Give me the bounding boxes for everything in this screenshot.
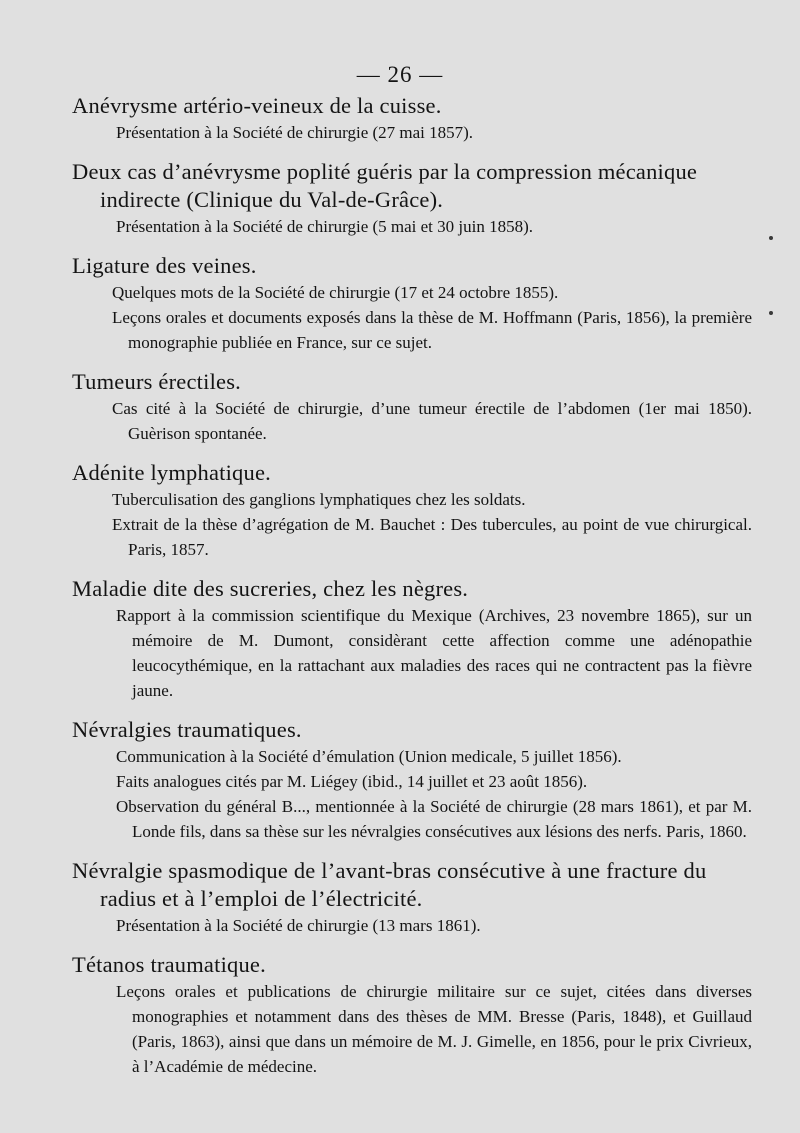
margin-speck	[769, 236, 773, 240]
entry-title: Névralgie spasmodique de l’avant-bras consécutive à une fracture du radius et à l’emploi de l’électricité.	[72, 858, 707, 911]
entry-title: Deux cas d’anévrysme poplité guéris par la compression mécanique indirecte (Clinique du Val-de-Grâce).	[72, 159, 698, 212]
entry-anevrysme-arterio-veineux	[72, 92, 752, 145]
entry-paragraph: Leçons orales et documents exposés dans la thèse de M. Hoffmann (Paris, 1856), la première monographie publiée en France, sur ce sujet.	[112, 308, 752, 352]
entry-title: Tétanos traumatique.	[72, 952, 266, 977]
entry-title: Ligature des veines.	[72, 253, 257, 278]
entry-paragraph: Présentation à la Société de chirurgie (13 mars 1861).	[116, 916, 481, 935]
entry-paragraph: Observation du général B..., mentionnée à la Société de chirurgie (28 mars 1861), et par M. Londe fils, dans sa thèse sur les névralgies consécutives aux lésions des nerfs. Paris, 1860.	[116, 797, 752, 841]
entry-title: Adénite lymphatique.	[72, 460, 271, 485]
entry-paragraph: Tuberculisation des ganglions lymphatiques chez les soldats.	[112, 490, 526, 509]
margin-speck	[769, 311, 773, 315]
entry-tumeurs-erectiles	[72, 368, 752, 446]
entry-paragraph: Faits analogues cités par M. Liégey (ibid., 14 juillet et 23 août 1856).	[116, 772, 588, 791]
entry-adenite-lymphatique	[72, 459, 752, 562]
entry-nevralgie-spasmodique	[72, 857, 752, 938]
entry-maladie-sucreries	[72, 575, 752, 703]
entry-paragraph: Communication à la Société d’émulation (Union medicale, 5 juillet 1856).	[116, 747, 622, 766]
entry-title: Maladie dite des sucreries, chez les nègres.	[72, 576, 469, 601]
entry-tetanos-traumatique	[72, 951, 752, 1079]
entry-paragraph: Présentation à la Société de chirurgie (5 mai et 30 juin 1858).	[116, 217, 534, 236]
entry-title: Névralgies traumatiques.	[72, 717, 302, 742]
entry-paragraph: Présentation à la Société de chirurgie (27 mai 1857).	[116, 123, 474, 142]
entry-anevrysme-poplite	[72, 158, 752, 239]
entry-ligature-veines	[72, 252, 752, 355]
page-number: — 26 —	[356, 62, 444, 87]
entry-paragraph: Leçons orales et publications de chirurgie militaire sur ce sujet, citées dans diverses monographies et notamment dans des thèses de MM. Bresse (Paris, 1848), et Guillaud (Paris, 1863), ainsi que dans un mémoire de M. J. Gimelle, en 1856, pour le prix Civrieux, à l’Académie de médecine.	[116, 982, 752, 1076]
entry-paragraph: Extrait de la thèse d’agrégation de M. Bauchet : Des tubercules, au point de vue chirurgical. Paris, 1857.	[112, 515, 752, 559]
entry-paragraph: Rapport à la commission scientifique du Mexique (Archives, 23 novembre 1865), sur un mémoire de M. Dumont, considèrant cette affection comme une adénopathie leucocythémique, en la rattachant aux maladies des races qui ne contractent pas la fièvre jaune.	[116, 606, 752, 700]
entry-list	[72, 92, 752, 1092]
entry-paragraph: Quelques mots de la Société de chirurgie (17 et 24 octobre 1855).	[112, 283, 559, 302]
entry-paragraph: Cas cité à la Société de chirurgie, d’une tumeur érectile de l’abdomen (1er mai 1850). Guèrison spontanée.	[112, 399, 752, 443]
entry-title: Tumeurs érectiles.	[72, 369, 241, 394]
entry-title: Anévrysme artério-veineux de la cuisse.	[72, 93, 442, 118]
entry-nevralgies-traumatiques	[72, 716, 752, 844]
